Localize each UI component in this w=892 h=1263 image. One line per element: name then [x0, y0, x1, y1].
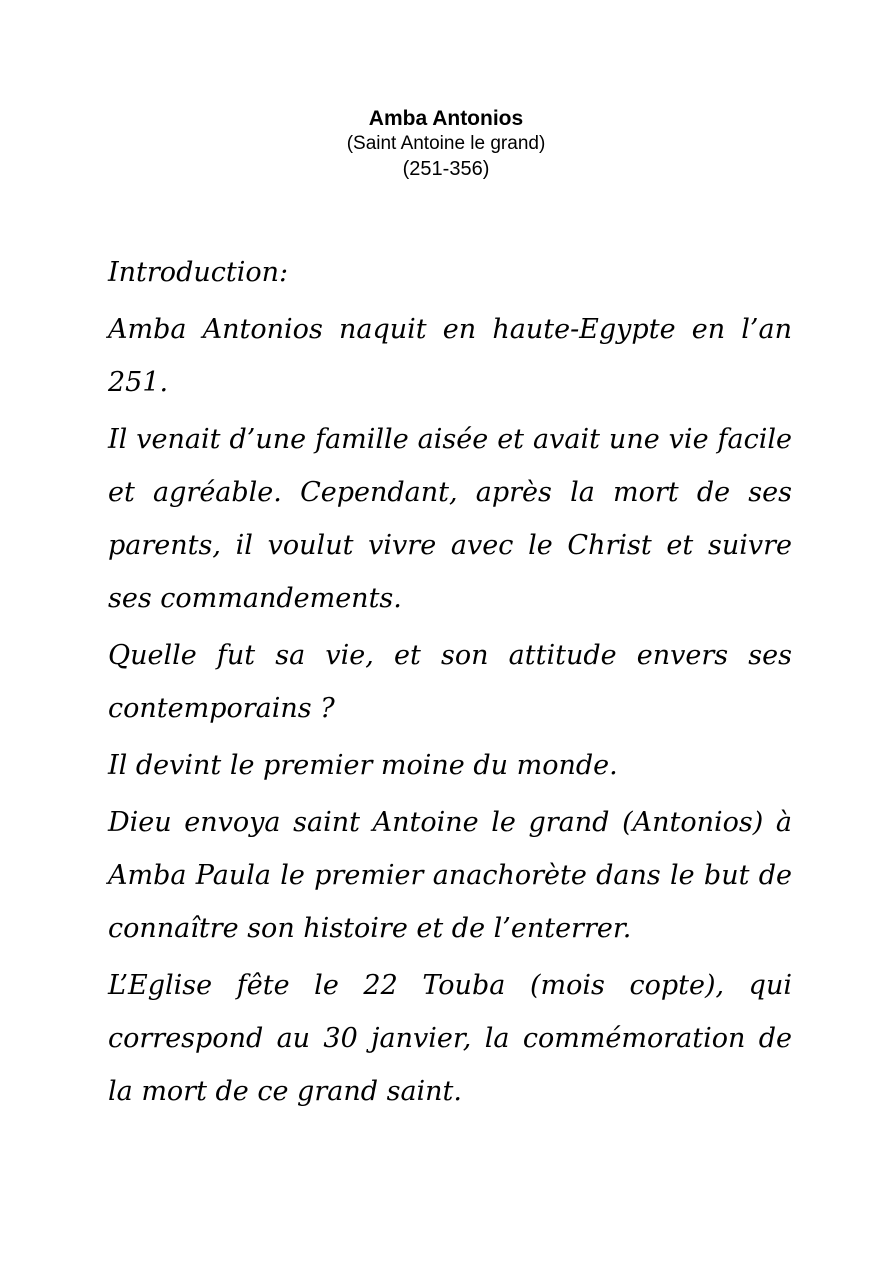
- paragraph-question: Quelle fut sa vie, et son attitude envers ses contemporains ?: [108, 640, 792, 724]
- paragraph-family: Il venait d’une famille aisée et avait une vie facile et agréable. Cependant, après la mort de ses parents, il voulut vivre avec le Christ et suivre ses commandements.: [108, 424, 792, 614]
- paragraph-amba-paula: Dieu envoya saint Antoine le grand (Antonios) à Amba Paula le premier anachorète dans le but de connaître son histoire et de l’enterrer.: [108, 807, 792, 944]
- paragraph-first-monk: Il devint le premier moine du monde.: [108, 750, 618, 781]
- document-dates: (251-356): [402, 158, 490, 180]
- section-heading: Introduction:: [108, 257, 289, 288]
- document-title: Amba Antonios: [368, 107, 524, 130]
- document-subtitle: (Saint Antoine le grand): [346, 133, 546, 154]
- document-body: [108, 246, 792, 1122]
- document-header: [0, 106, 892, 182]
- paragraph-birth: Amba Antonios naquit en haute-Egypte en l’an 251.: [108, 314, 792, 398]
- paragraph-commemoration: L’Eglise fête le 22 Touba (mois copte), qui correspond au 30 janvier, la commémoration de la mort de ce grand saint.: [108, 970, 792, 1107]
